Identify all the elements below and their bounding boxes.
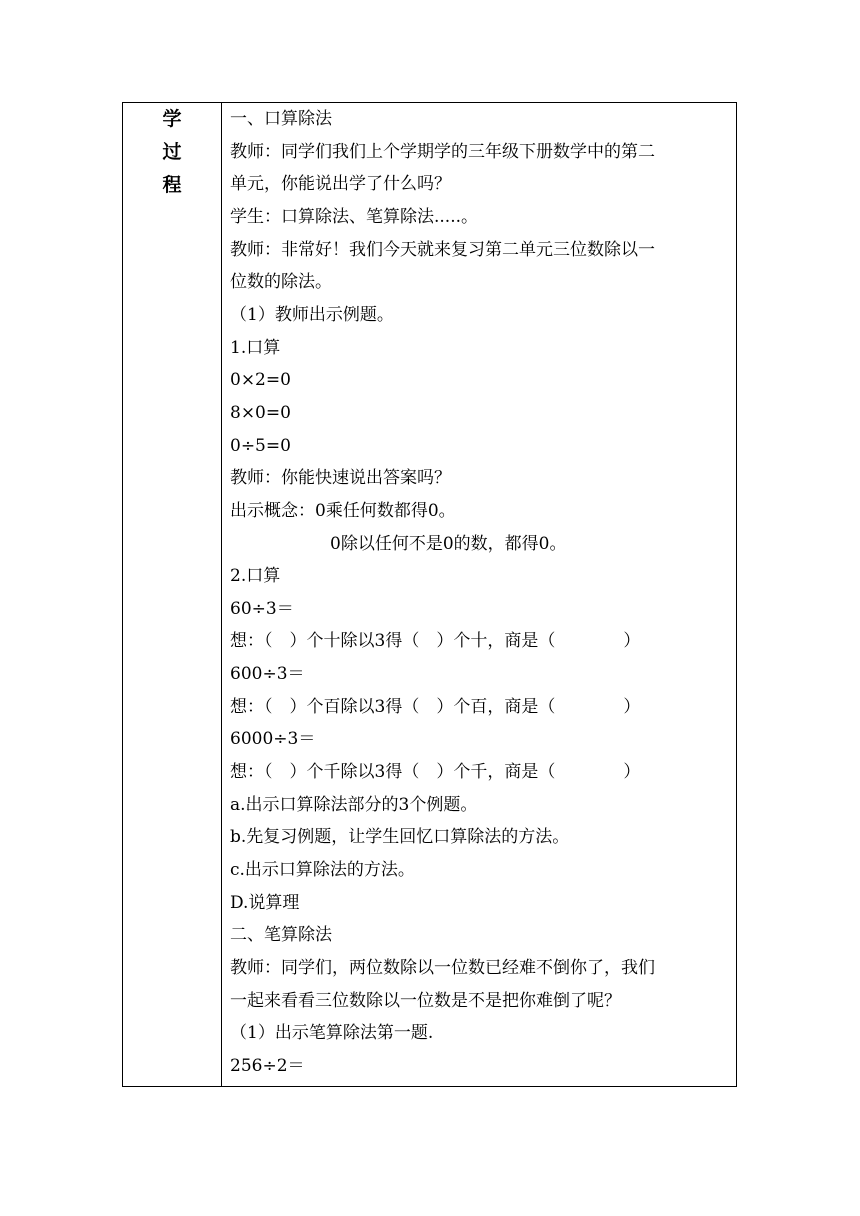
equation-line: 8×0=0 (230, 403, 291, 423)
column-divider (221, 103, 222, 1086)
text-line: 教师：你能快速说出答案吗？ (230, 468, 451, 488)
equation-line: 600÷3＝ (230, 664, 305, 684)
fill-in-line: 想：（ ）个十除以3得（ ）个十，商是（ ） (230, 631, 641, 651)
heading-char: 学 (162, 108, 182, 130)
text-line: D.说算理 (230, 893, 300, 913)
equation-line: 60÷3＝ (230, 599, 294, 619)
equation-line: 0÷5=0 (230, 436, 291, 456)
heading-char: 程 (162, 174, 182, 196)
section-title: 二、笔算除法 (230, 925, 332, 945)
text-line: 0除以任何不是0的数，都得0。 (330, 534, 567, 554)
text-line: 教师：同学们我们上个学期学的三年级下册数学中的第二 (230, 142, 655, 162)
text-line: 1.口算 (230, 338, 281, 358)
heading-char: 过 (162, 141, 182, 163)
text-line: 2.口算 (230, 566, 281, 586)
text-line: （1）教师出示例题。 (230, 305, 394, 325)
equation-line: 6000÷3＝ (230, 729, 316, 749)
text-line: b.先复习例题，让学生回忆口算除法的方法。 (230, 827, 570, 847)
text-line: a.出示口算除法部分的3个例题。 (230, 795, 478, 815)
fill-in-line: 想：（ ）个千除以3得（ ）个千，商是（ ） (230, 762, 641, 782)
text-line: 教师：非常好！我们今天就来复习第二单元三位数除以一 (230, 240, 655, 260)
text-line: 位数的除法。 (230, 272, 332, 292)
text-line: 一起来看看三位数除以一位数是不是把你难倒了呢？ (230, 991, 621, 1011)
text-line: 教师：同学们，两位数除以一位数已经难不倒你了，我们 (230, 958, 655, 978)
lesson-table (122, 102, 737, 1087)
text-line: （1）出示笔算除法第一题. (230, 1023, 434, 1043)
section-title: 一、口算除法 (230, 109, 332, 129)
equation-line: 0×2=0 (230, 370, 291, 390)
text-line: 出示概念：0乘任何数都得0。 (230, 501, 456, 521)
text-line: 学生：口算除法、笔算除法.....。 (230, 207, 479, 227)
fill-in-line: 想：（ ）个百除以3得（ ）个百，商是（ ） (230, 697, 641, 717)
text-line: c.出示口算除法的方法。 (230, 860, 415, 880)
text-line: 单元，你能说出学了什么吗？ (230, 174, 451, 194)
equation-line: 256÷2＝ (230, 1056, 305, 1076)
